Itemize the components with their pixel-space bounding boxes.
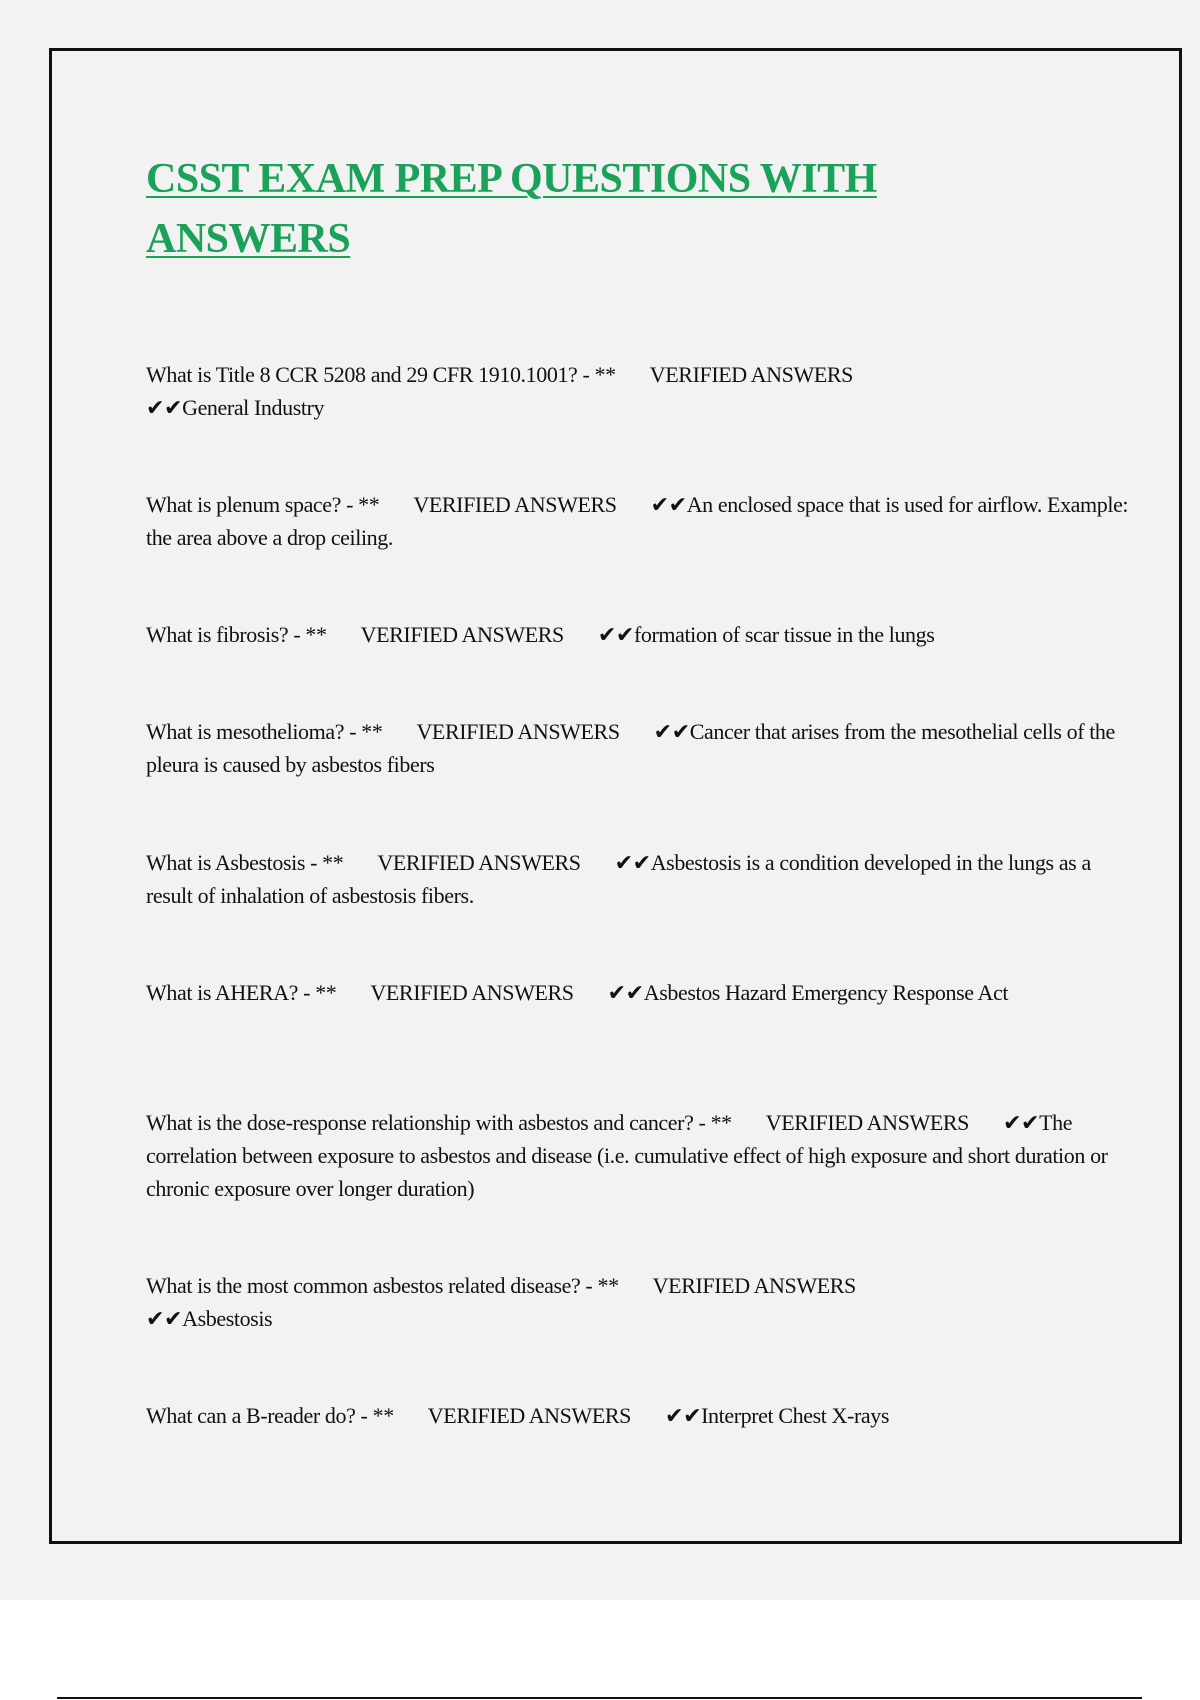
check-mark-icon: ✔✔	[146, 395, 183, 420]
separator-mark: **	[361, 719, 383, 744]
qa-item	[146, 358, 1141, 424]
answer-text: Asbestos Hazard Emergency Response Act	[643, 980, 1009, 1005]
answer-text: An enclosed space that is used for airflow. Example: the area above a drop ceiling.	[146, 492, 1129, 550]
verified-answers-label: VERIFIED ANSWERS	[765, 1110, 970, 1135]
separator-mark: **	[358, 492, 380, 517]
qa-item	[146, 1399, 1141, 1432]
answer-text: Interpret Chest X-rays	[701, 1403, 890, 1428]
separator-mark: **	[710, 1110, 732, 1135]
check-mark-icon: ✔✔	[665, 1403, 702, 1428]
qa-item	[146, 715, 1141, 781]
qa-item	[146, 846, 1141, 912]
check-mark-icon: ✔✔	[614, 850, 651, 875]
check-mark-icon: ✔✔	[146, 1306, 183, 1331]
document-title: CSST EXAM PREP QUESTIONS WITH ANSWERS	[146, 156, 877, 262]
answer-text: General Industry	[182, 395, 325, 420]
question-text: What is mesothelioma? -	[146, 719, 357, 744]
answer-text: Cancer that arises from the mesothelial cells of the pleura is caused by asbestos fibers	[146, 719, 1115, 777]
bottom-divider	[57, 1697, 1142, 1699]
qa-item	[146, 1106, 1141, 1205]
verified-answers-label: VERIFIED ANSWERS	[427, 1403, 632, 1428]
separator-mark: **	[322, 850, 344, 875]
check-mark-icon: ✔✔	[1003, 1110, 1040, 1135]
verified-answers-label: VERIFIED ANSWERS	[360, 622, 564, 647]
check-mark-icon: ✔✔	[653, 719, 690, 744]
question-text: What is the most common asbestos related disease? -	[146, 1273, 593, 1298]
question-text: What is Asbestosis -	[146, 850, 318, 875]
answer-text: formation of scar tissue in the lungs	[633, 622, 935, 647]
verified-answers-label: VERIFIED ANSWERS	[416, 719, 620, 744]
question-text: What can a B-reader do? -	[146, 1403, 368, 1428]
separator-mark: **	[372, 1403, 394, 1428]
verified-answers-label: VERIFIED ANSWERS	[652, 1273, 856, 1298]
qa-item	[146, 618, 1141, 651]
verified-answers-label: VERIFIED ANSWERS	[649, 362, 853, 387]
separator-mark: **	[597, 1273, 619, 1298]
answer-text: Asbestosis is a condition developed in the lungs as a result of inhalation of asbestosis fibers.	[146, 850, 1091, 908]
verified-answers-label: VERIFIED ANSWERS	[413, 492, 617, 517]
question-text: What is AHERA? -	[146, 980, 311, 1005]
separator-mark: **	[315, 980, 337, 1005]
qa-item	[146, 488, 1141, 554]
verified-answers-label: VERIFIED ANSWERS	[370, 980, 574, 1005]
check-mark-icon: ✔✔	[607, 980, 644, 1005]
qa-item	[146, 976, 1141, 1009]
question-text: What is fibrosis? -	[146, 622, 301, 647]
question-text: What is the dose-response relationship with asbestos and cancer? -	[146, 1110, 706, 1135]
verified-answers-label: VERIFIED ANSWERS	[377, 850, 581, 875]
answer-text: The correlation between exposure to asbestos and disease (i.e. cumulative effect of high exposure and short duration or chronic exposure over longer duration)	[146, 1110, 1108, 1201]
document-frame	[49, 48, 1182, 1544]
separator-mark: **	[594, 362, 616, 387]
qa-item	[146, 1269, 1141, 1335]
question-text: What is plenum space? -	[146, 492, 354, 517]
check-mark-icon: ✔✔	[597, 622, 634, 647]
question-text: What is Title 8 CCR 5208 and 29 CFR 1910.1001? -	[146, 362, 590, 387]
separator-mark: **	[305, 622, 327, 647]
answer-text: Asbestosis	[182, 1306, 273, 1331]
check-mark-icon: ✔✔	[650, 492, 687, 517]
